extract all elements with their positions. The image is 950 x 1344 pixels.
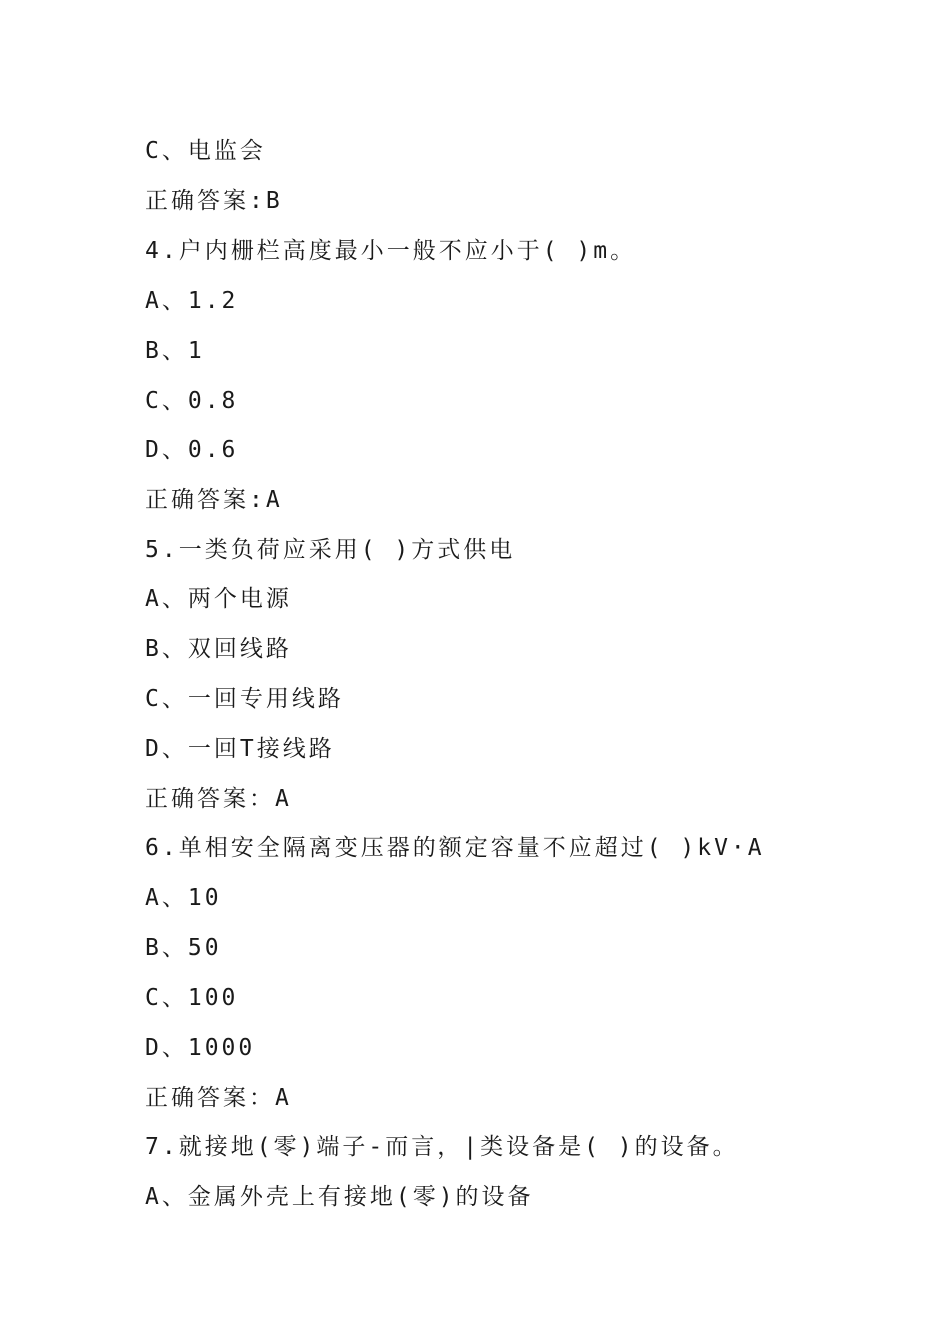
question-7: 7.就接地(零)端子-而言，|类设备是( )的设备。: [145, 1134, 739, 1160]
question-5: 5.一类负荷应采用( )方式供电: [145, 537, 516, 563]
option-b-q5: B、双回线路: [145, 636, 292, 662]
option-a-q6: A、10: [145, 885, 222, 911]
option-b-q6: B、50: [145, 935, 222, 961]
option-c-q4: C、0.8: [145, 388, 239, 414]
option-c-q6: C、100: [145, 985, 239, 1011]
option-a-q4: A、1.2: [145, 288, 239, 314]
option-b-q4: B、1: [145, 338, 205, 364]
option-a-q5: A、两个电源: [145, 586, 292, 612]
option-a-q7: A、金属外壳上有接地(零)的设备: [145, 1184, 534, 1210]
answer-q5: 正确答案：A: [145, 786, 292, 812]
option-c-q5: C、一回专用线路: [145, 686, 344, 712]
option-d-q4: D、0.6: [145, 437, 239, 463]
option-d-q6: D、1000: [145, 1035, 256, 1061]
answer-q3: 正确答案:B: [145, 188, 283, 214]
option-d-q5: D、一回T接线路: [145, 736, 335, 762]
answer-q4: 正确答案:A: [145, 487, 283, 513]
option-c-q3: C、电监会: [145, 138, 266, 164]
question-6: 6.单相安全隔离变压器的额定容量不应超过( )kV·A: [145, 835, 765, 861]
answer-q6: 正确答案：A: [145, 1085, 292, 1111]
question-4: 4.户内栅栏高度最小一般不应小于( )m。: [145, 238, 637, 264]
